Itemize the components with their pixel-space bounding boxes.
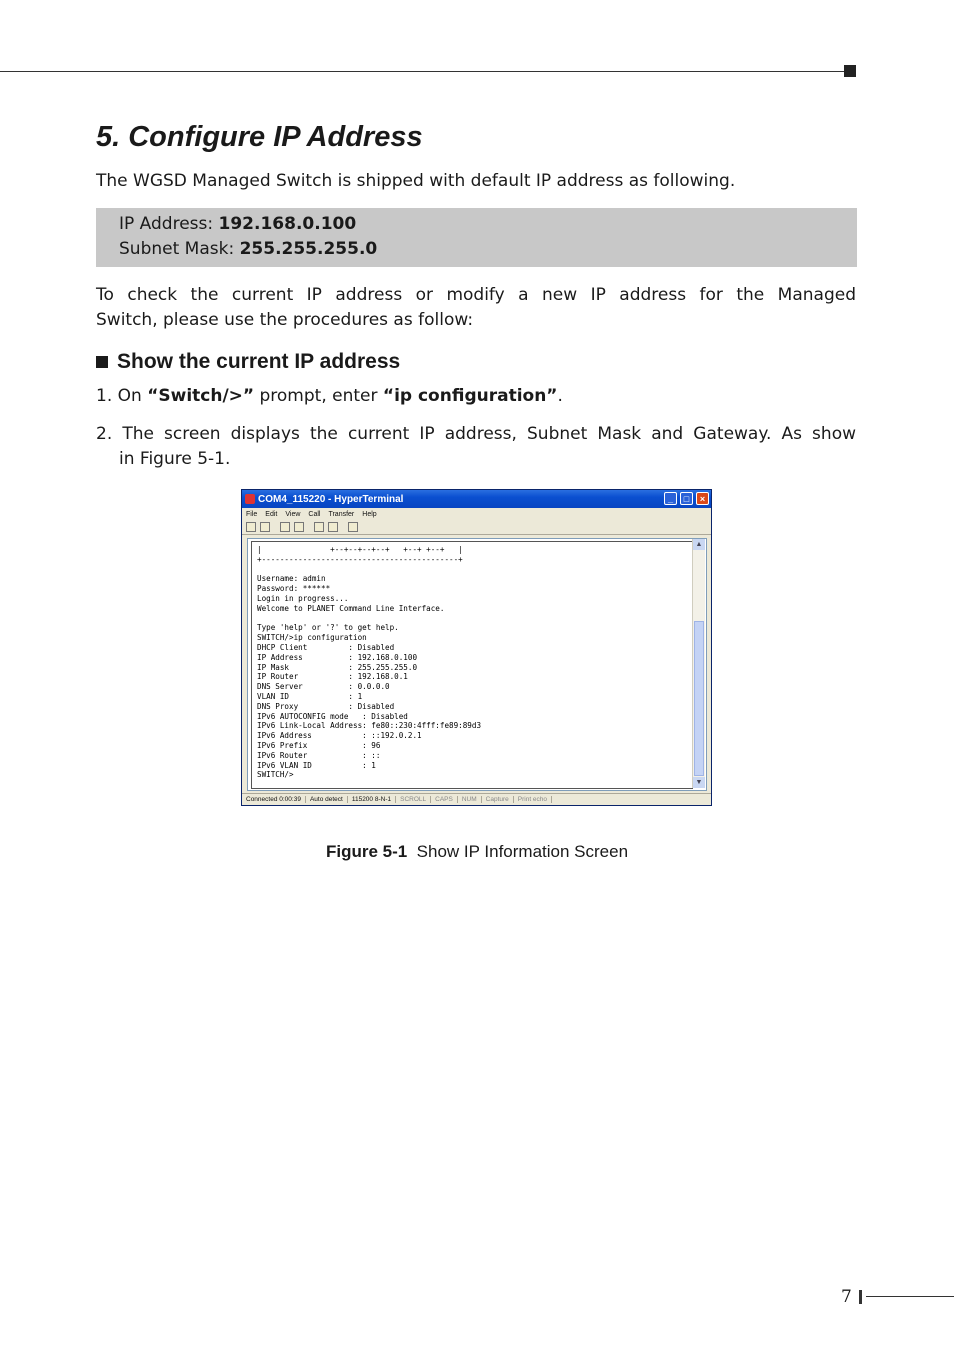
- terminal-output: | +--+--+--+--+ +--+ +--+ | +-------------------------------------------+ Username: admin Password: ****** Login in progress... Welcome to PLANET Command Line Interface. Type 'help' or '?' to get help. SWITCH/>ip configuration DHCP Client : Disabled IP Address : 192.168.0.100 IP Mask : 255.255.255.0 IP Router : 192.168.0.1 DNS Server : 0.0.0.0 VLAN ID : 1 DNS Proxy : Disabled IPv6 AUTOCONFIG mode : Disabled IPv6 Link-Local Address: fe80::230:4fff:fe89:89d3 IPv6 Address : ::192.0.2.1 IPv6 Prefix : 96 IPv6 Router : :: IPv6 VLAN ID : 1 SWITCH/>: [257, 545, 482, 780]
- status-detect: Auto detect: [306, 796, 348, 803]
- scroll-down-icon[interactable]: ▼: [693, 777, 705, 788]
- ip-address-value: 192.168.0.100: [218, 214, 357, 234]
- ip-address-line: [119, 214, 356, 234]
- hyperterminal-window: [241, 489, 712, 806]
- step-2-number: 2.: [96, 424, 113, 444]
- step-2-line2: in Figure 5-1.: [119, 449, 231, 469]
- step-1: [96, 384, 856, 409]
- subnet-mask-value: 255.255.255.0: [239, 239, 378, 259]
- close-icon[interactable]: ×: [696, 492, 709, 505]
- menu-call[interactable]: Call: [308, 510, 321, 518]
- subsection-heading: [96, 350, 400, 374]
- section-heading: 5. Configure IP Address: [96, 121, 423, 153]
- procedure-paragraph-line1: To check the current IP address or modify a new IP address for the Managed: [96, 285, 856, 305]
- menu-bar: [242, 508, 711, 520]
- step-1-prompt: “Switch/>”: [147, 386, 255, 406]
- footer-bar-marker: [859, 1290, 862, 1304]
- status-scroll: SCROLL: [396, 796, 431, 803]
- status-bar: [242, 793, 711, 805]
- terminal-screen[interactable]: [251, 541, 693, 789]
- menu-file[interactable]: File: [246, 510, 258, 518]
- menu-transfer[interactable]: Transfer: [328, 510, 355, 518]
- ip-address-label: IP Address:: [119, 214, 219, 234]
- menu-view[interactable]: View: [285, 510, 301, 518]
- step-2-line1: [96, 422, 856, 447]
- toolbar: [242, 520, 711, 535]
- new-icon[interactable]: [246, 522, 256, 532]
- status-capture: Capture: [482, 796, 514, 803]
- subnet-mask-label: Subnet Mask:: [119, 239, 240, 259]
- terminal-frame: [247, 538, 707, 791]
- status-num: NUM: [458, 796, 482, 803]
- figure-label: Figure 5-1: [325, 842, 408, 861]
- procedure-paragraph-line2: Switch, please use the procedures as follow:: [96, 310, 474, 330]
- page-number: 7: [841, 1287, 852, 1307]
- step-1-text-c: prompt, enter: [254, 386, 383, 406]
- header-rule: [0, 71, 846, 72]
- maximize-icon[interactable]: □: [680, 492, 693, 505]
- minimize-icon[interactable]: _: [664, 492, 677, 505]
- send-icon[interactable]: [314, 522, 324, 532]
- window-titlebar: [242, 490, 711, 508]
- step-1-text-a: On: [117, 386, 148, 406]
- window-title: COM4_115220 - HyperTerminal: [258, 493, 404, 505]
- figure-caption: [0, 842, 954, 862]
- menu-edit[interactable]: Edit: [265, 510, 278, 518]
- receive-icon[interactable]: [328, 522, 338, 532]
- vertical-scrollbar[interactable]: [692, 539, 705, 788]
- status-port: 115200 8-N-1: [348, 796, 396, 803]
- scroll-up-icon[interactable]: ▲: [693, 539, 705, 550]
- status-caps: CAPS: [431, 796, 458, 803]
- default-ip-box: [96, 208, 857, 267]
- step-1-text-e: .: [557, 386, 563, 406]
- footer-rule: [866, 1296, 954, 1297]
- step-1-command: “ip configuration”: [382, 386, 558, 406]
- subnet-mask-line: [119, 239, 377, 259]
- disconnect-icon[interactable]: [294, 522, 304, 532]
- status-echo: Print echo: [514, 796, 552, 803]
- step-2-text-line1: The screen displays the current IP address, Subnet Mask and Gateway. As show: [122, 424, 856, 444]
- hyperterminal-app-icon: [245, 494, 255, 504]
- figure-title: Show IP Information Screen: [416, 842, 629, 861]
- intro-paragraph: The WGSD Managed Switch is shipped with default IP address as following.: [96, 171, 736, 191]
- menu-help[interactable]: Help: [362, 510, 377, 518]
- connect-icon[interactable]: [280, 522, 290, 532]
- subsection-title: Show the current IP address: [117, 350, 401, 373]
- properties-icon[interactable]: [348, 522, 358, 532]
- status-connected: Connected 0:00:39: [242, 796, 306, 803]
- step-1-number: 1.: [96, 386, 113, 406]
- square-bullet-icon: [96, 356, 108, 368]
- scroll-thumb[interactable]: [694, 621, 704, 776]
- header-square-marker: [844, 65, 856, 77]
- open-icon[interactable]: [260, 522, 270, 532]
